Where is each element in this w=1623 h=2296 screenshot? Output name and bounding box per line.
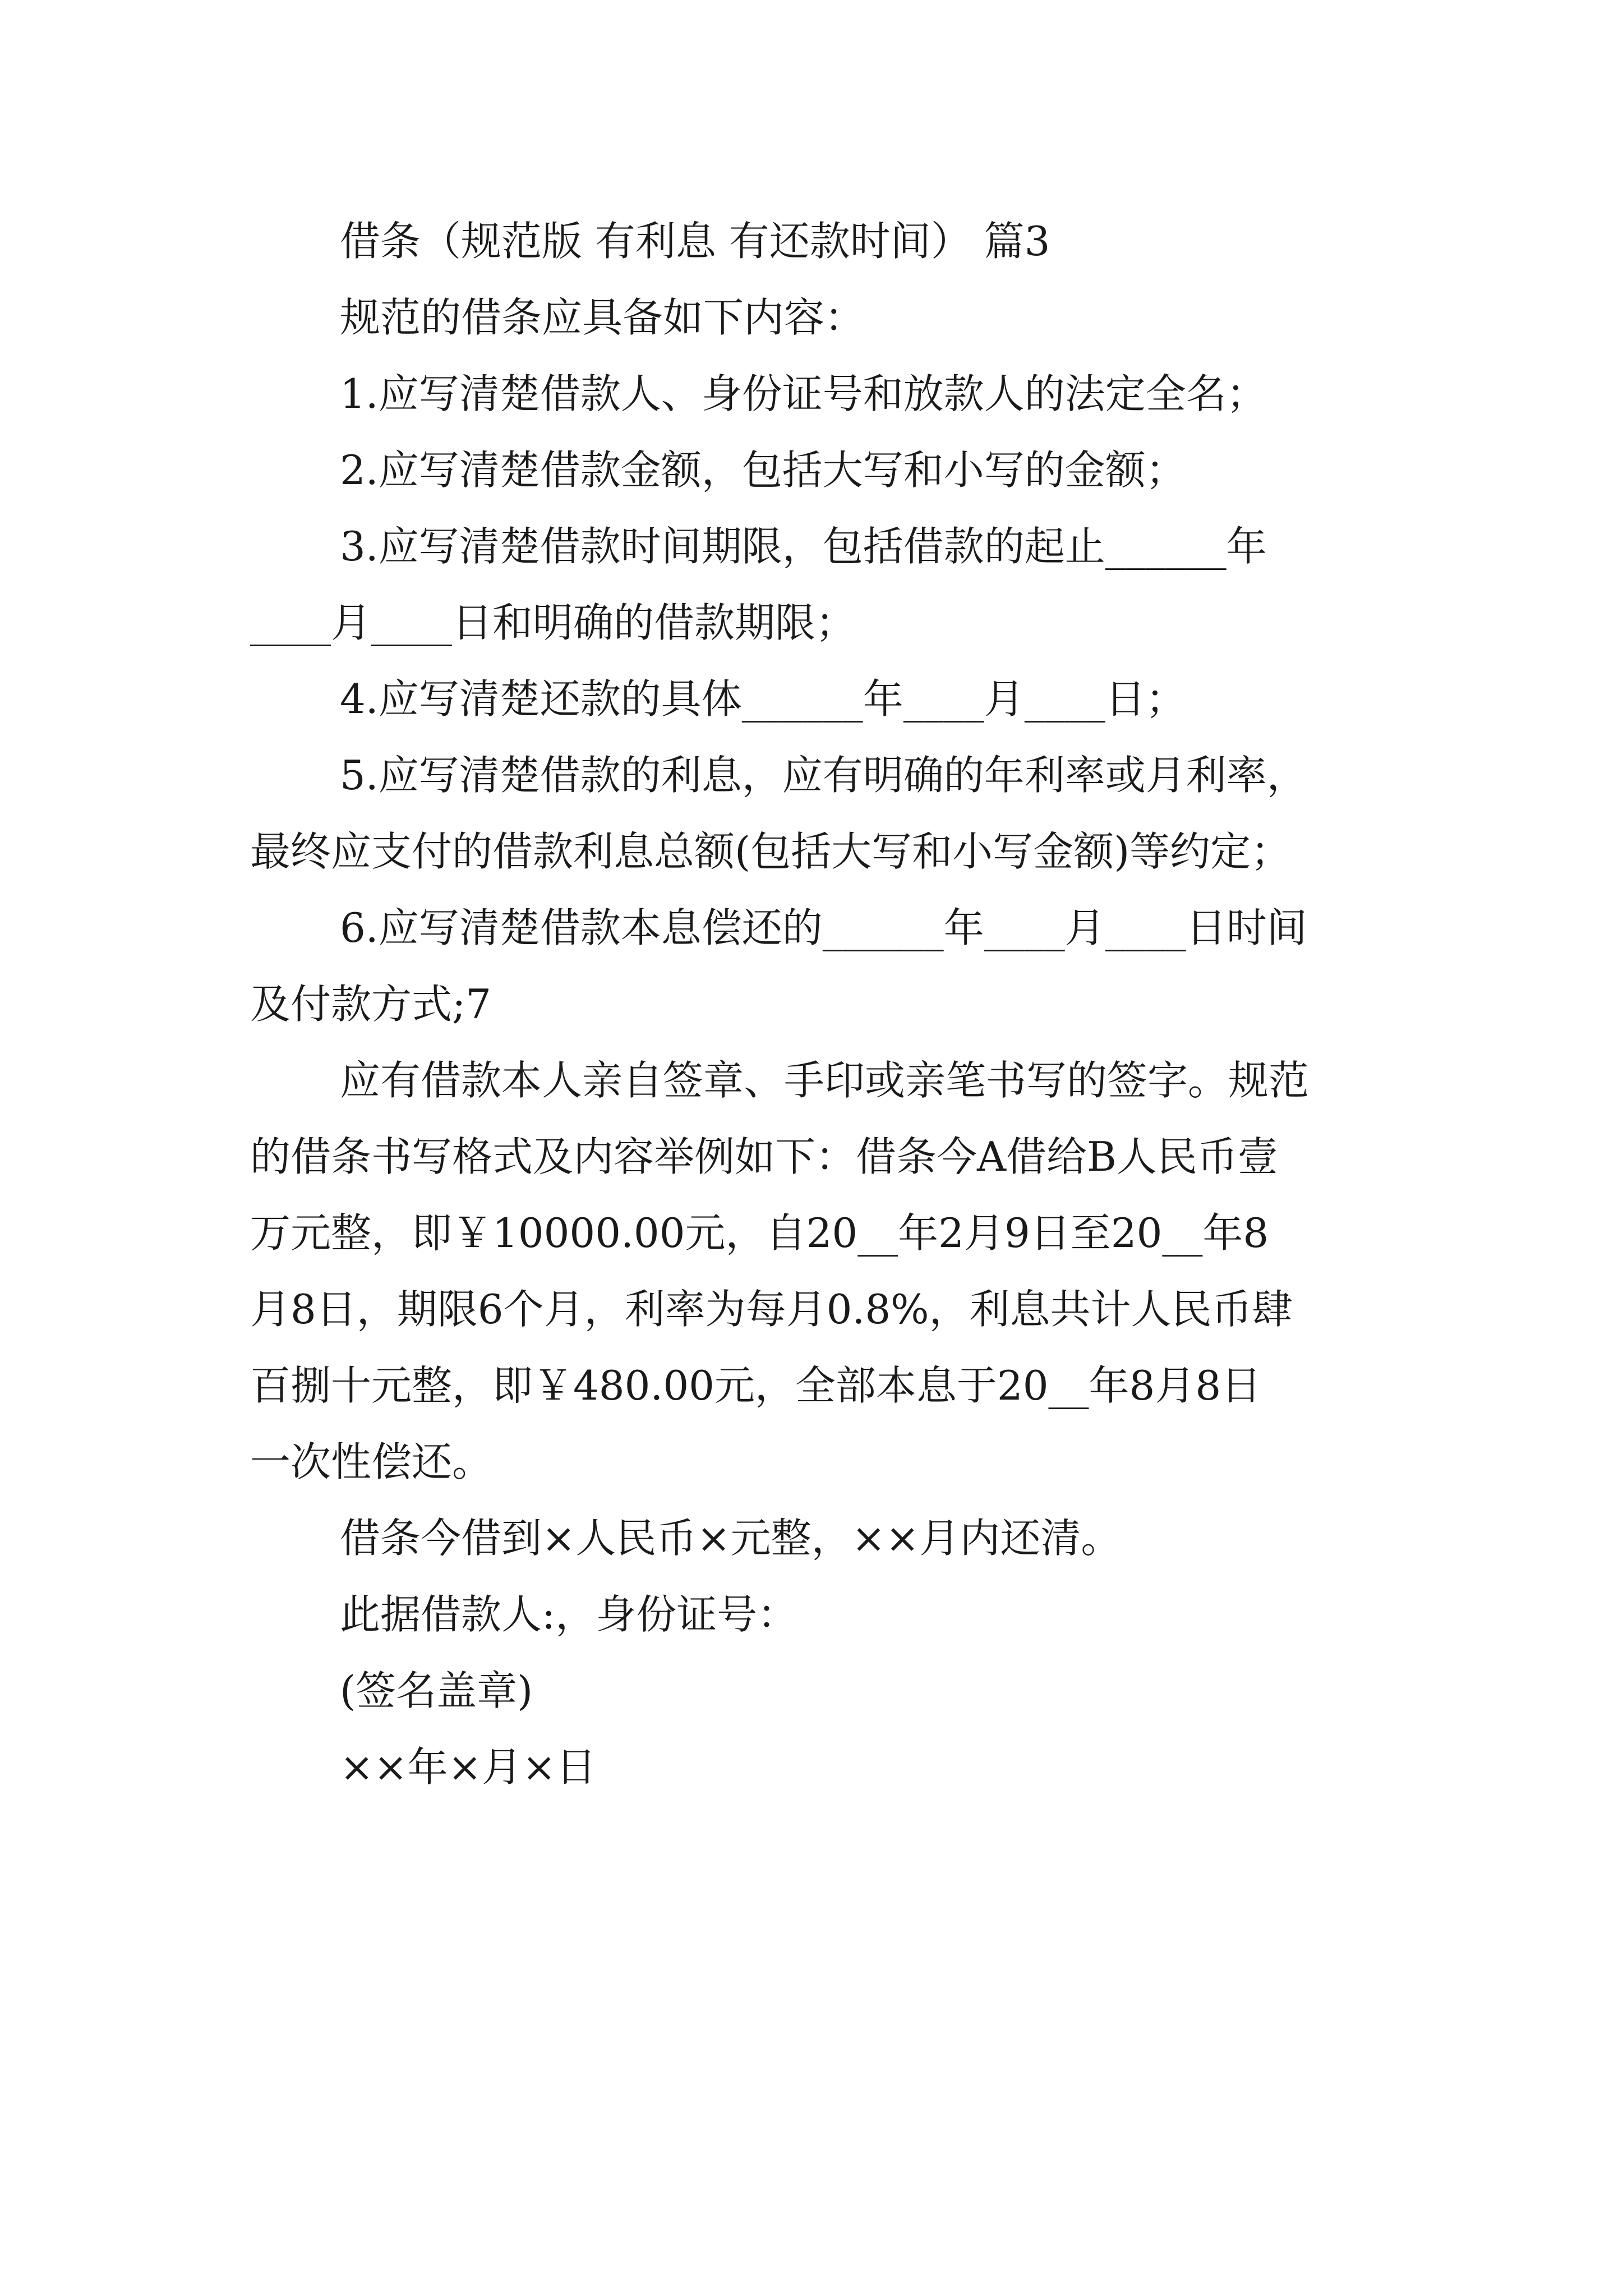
- paragraph-line: 月8日，期限6个月，利率为每月0.8%，利息共计人民币肆: [250, 1286, 1293, 1333]
- paragraph-line: (签名盖章): [340, 1667, 533, 1714]
- paragraph-line: 2.应写清楚借款金额，包括大写和小写的金额；: [340, 447, 1186, 494]
- paragraph-line: 应有借款本人亲自签章、手印或亲笔书写的签字。规范: [340, 1057, 1310, 1104]
- document-body: [250, 203, 1374, 1805]
- paragraph-line: 及付款方式;7: [250, 981, 492, 1028]
- paragraph-line: 5.应写清楚借款的利息，应有明确的年利率或月利率，: [340, 752, 1307, 799]
- paragraph-line: 此据借款人:，身份证号：: [340, 1591, 798, 1638]
- paragraph-line: 万元整，即￥10000.00元，自20__年2月9日至20__年8: [250, 1209, 1269, 1257]
- paragraph-line: 规范的借条应具备如下内容：: [340, 294, 865, 341]
- paragraph-line: 3.应写清楚借款时间期限，包括借款的起止______年: [340, 523, 1267, 570]
- paragraph-line: 1.应写清楚借款人、身份证号和放款人的法定全名；: [340, 370, 1267, 417]
- document-title: 借条（规范版 有利息 有还款时间） 篇3: [340, 218, 1050, 265]
- paragraph-line: ____月____日和明确的借款期限；: [250, 599, 856, 646]
- paragraph-line: 4.应写清楚还款的具体______年____月____日；: [340, 675, 1186, 723]
- paragraph-line: ××年×月×日: [340, 1743, 597, 1791]
- paragraph-line: 的借条书写格式及内容举例如下：借条今A借给B人民币壹: [250, 1133, 1278, 1180]
- paragraph-line: 最终应支付的借款利息总额(包括大写和小写金额)等约定；: [250, 828, 1292, 875]
- paragraph-line: 借条今借到×人民币×元整，××月内还清。: [340, 1515, 1122, 1562]
- paragraph-line: 一次性偿还。: [250, 1438, 493, 1485]
- paragraph-line: 百捌十元整，即￥480.00元，全部本息于20__年8月8日: [250, 1362, 1262, 1409]
- paragraph-line: 6.应写清楚借款本息偿还的______年____月____日时间: [340, 904, 1307, 951]
